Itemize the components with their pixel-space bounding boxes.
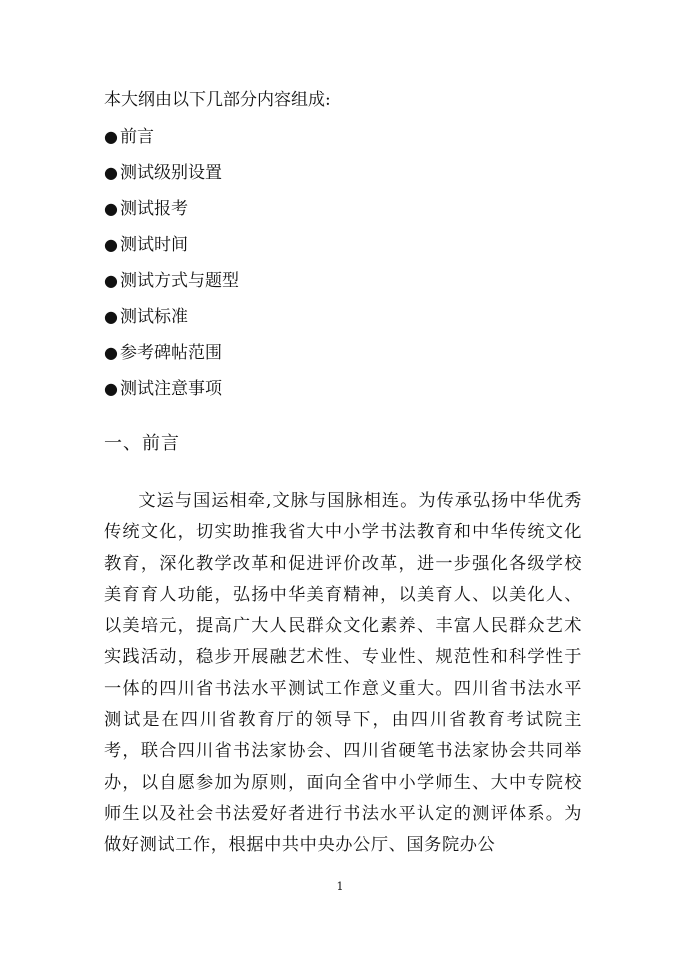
toc-item-label: 测试注意事项 [119,379,222,399]
toc-item [104,303,239,339]
toc-item [104,231,239,267]
toc-item-label: 测试级别设置 [119,163,222,183]
toc-item-label: 测试方式与题型 [119,271,239,291]
toc-item [104,375,239,411]
toc-item-label: 测试报考 [119,199,188,219]
toc-list [104,123,239,411]
body-paragraph: 文运与国运相牵,文脉与国脉相连。为传承弘扬中华优秀传统文化，切实助推我省大中小学书法教育和中华传统文化教育，深化教学改革和促进评价改革，进一步强化各级学校美育育人功能，弘扬中华美育精神，以美育人、以美化人、以美培元，提高广大人民群众文化素养、丰富人民群众艺术实践活动，稳步开展融艺术性、专业性、规范性和科学性于一体的四川省书法水平测试工作意义重大。四川省书法水平测试是在四川省教育厅的领导下，由四川省教育考试院主考，联合四川省书法家协会、四川省硬笔书法家协会共同举办，以自愿参加为原则，面向全省中小学师生、大中专院校师生以及社会书法爱好者进行书法水平认定的测评体系。为做好测试工作，根据中共中央办公厅、国务院办公 [104,491,582,856]
toc-item-label: 测试标准 [119,307,188,327]
bullet-icon: ● [104,379,118,398]
toc-item [104,339,239,375]
toc-item [104,195,239,231]
toc-item [104,267,239,303]
intro-text: 本大纲由以下几部分内容组成: [104,90,331,110]
bullet-icon: ● [104,235,118,254]
toc-item-label: 参考碑帖范围 [119,343,222,363]
toc-item-label: 测试时间 [119,235,188,255]
bullet-icon: ● [104,343,118,362]
bullet-icon: ● [104,127,118,146]
bullet-icon: ● [104,163,118,182]
section-heading: 一、前言 [104,433,180,454]
toc-item [104,159,239,195]
bullet-icon: ● [104,307,118,326]
toc-item [104,123,239,159]
toc-item-label: 前言 [119,127,154,147]
bullet-icon: ● [104,271,118,290]
bullet-icon: ● [104,199,118,218]
page-number: 1 [336,880,344,893]
